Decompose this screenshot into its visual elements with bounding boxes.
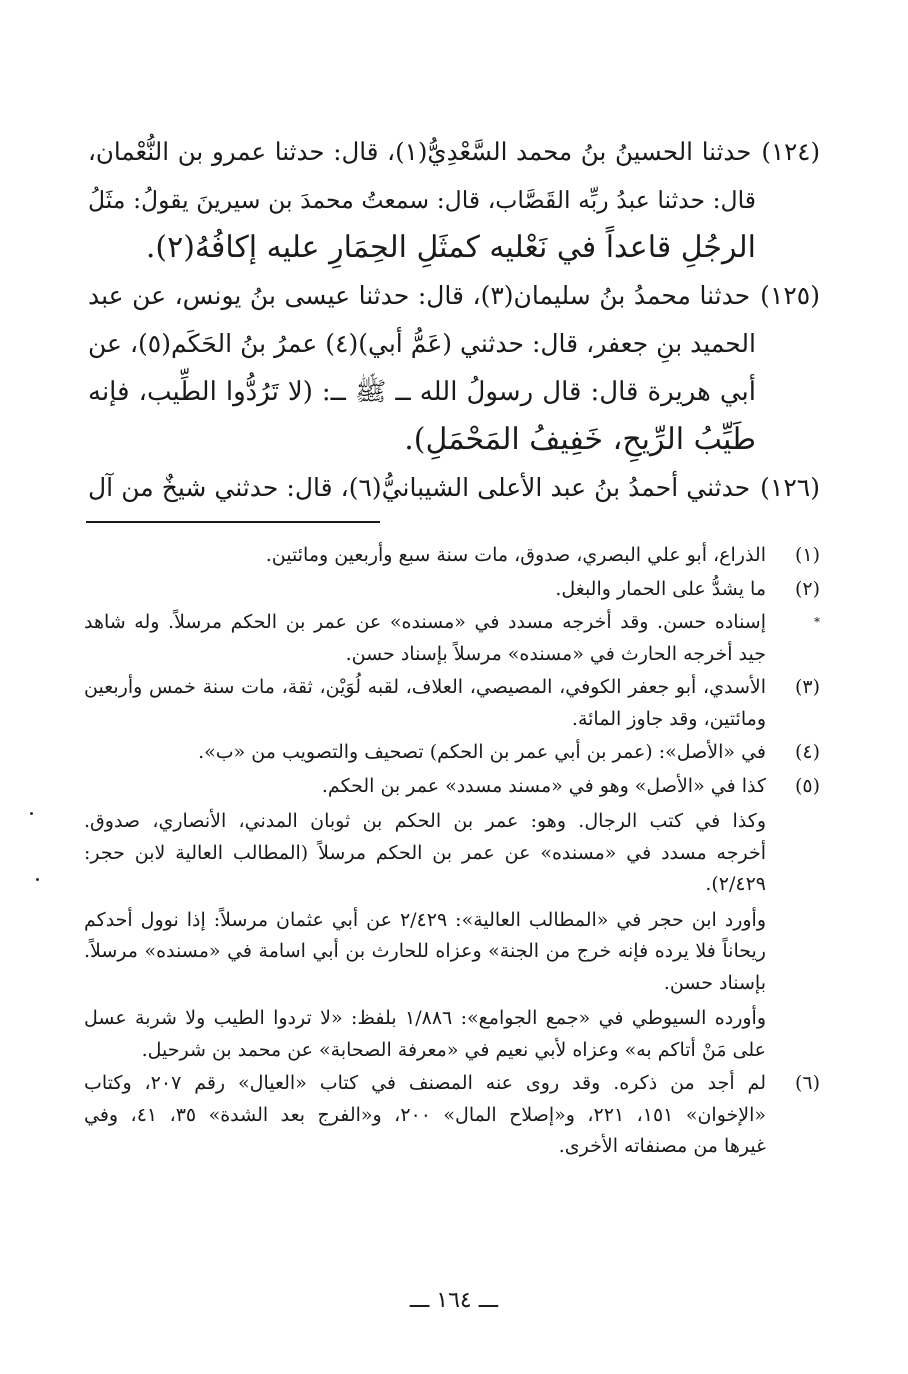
footnote-line: وأورد ابن حجر في «المطالب العالية»: ٢/٤٢٩ عن أبي عثمان مرسلاً: إذا نوول أحدكم bbox=[84, 908, 767, 931]
footnote-line: على مَنْ أتاكم به» وعزاه لأبي نعيم في «معرفة الصحابة» عن محمد بن شرحيل. bbox=[141, 1038, 766, 1061]
footnote-body bbox=[84, 607, 766, 670]
footnote-marker: (٥) bbox=[794, 774, 820, 797]
footnote-marker: (٢) bbox=[794, 577, 820, 600]
footnote-marker: (٤) bbox=[794, 741, 820, 763]
footnote-body bbox=[84, 771, 766, 1067]
footnote-line: وكذا في كتب الرجال. وهو: عمر بن الحكم بن ثوبان المدني، الأنصاري، صدوق. bbox=[84, 810, 766, 832]
hadith-number: (١٢٥) bbox=[760, 281, 820, 310]
hadith-126-line-1: (١٢٦)حدثني أحمدُ بنُ عبد الأعلى الشيبانيُّ(٦)، قال: حدثني شيخٌ من آل bbox=[88, 473, 820, 502]
footnote-line: ومائتين، وقد جاوز المائة. bbox=[571, 707, 766, 730]
footnote-body bbox=[84, 737, 766, 769]
footnote-line: ٢/٤٢٩). bbox=[705, 873, 766, 895]
scan-speck bbox=[30, 812, 33, 815]
footnote-line: جيد أخرجه الحارث في «مسنده» مرسلاً بإسناد حسن. bbox=[345, 642, 766, 665]
page-number: ـــ ١٦٤ ـــ bbox=[409, 1288, 499, 1313]
hadith-125-line-1: (١٢٥)حدثنا محمدُ بنُ سليمان(٣)، قال: حدثنا عيسى بنُ يونس، عن عبد bbox=[88, 281, 820, 310]
footnote-line: أخرجه مسدد في «مسنده» عن عمر بن الحكم مرسلاً (المطالب العالية لابن حجر: bbox=[84, 841, 766, 864]
hadith-number: (١٢٦) bbox=[760, 473, 820, 502]
footnote-body bbox=[84, 574, 766, 606]
footnote-line: الذراع، أبو علي البصري، صدوق، مات سنة سبع وأربعين ومائتين. bbox=[265, 544, 766, 566]
footnote-6 bbox=[84, 771, 820, 1067]
footnote-line: وأورده السيوطي في «جمع الجوامع»: ١/٨٨٦ بلفظ: «لا تردوا الطيب ولا شربة عسل bbox=[84, 1007, 766, 1029]
footnote-body bbox=[84, 1068, 766, 1163]
footnote-body bbox=[84, 540, 766, 572]
hadith-124-line-2: قال: حدثنا عبدُ ربِّه القَصَّاب، قال: سمعتُ محمدَ بن سيرينَ يقولُ: مثَلُ bbox=[88, 186, 756, 214]
footnote-5 bbox=[84, 737, 820, 769]
footnote-marker: (٣) bbox=[794, 676, 820, 698]
hadith-text bbox=[88, 128, 820, 512]
footnote-marker: (١) bbox=[794, 544, 820, 566]
footnote-line: في «الأصل»: (عمر بن أبي عمر بن الحكم) تصحيف والتصويب من «ب». bbox=[198, 741, 766, 763]
footnote-line: ريحاناً فلا يرده فإنه خرج من الجنة» وعزاه للحارث بن أبي اسامة في «مسنده» مرسلاً. bbox=[84, 940, 766, 962]
footnote-4 bbox=[84, 672, 820, 735]
footnote-body bbox=[84, 672, 766, 735]
hadith-124-line-1: (١٢٤)حدثنا الحسينُ بنُ محمد السَّعْدِيُّ(١)، قال: حدثنا عمرو بن النُّعْمان، bbox=[88, 137, 821, 166]
scan-speck bbox=[36, 878, 39, 881]
footnote-line: غيرها من مصنفاته الأخرى. bbox=[558, 1135, 766, 1157]
hadith-125-line-4: طَيِّبُ الرِّيحِ، خَفِيفُ المَحْمَلِ). bbox=[404, 422, 756, 457]
footnote-3 bbox=[84, 607, 820, 670]
hadith-125-line-3: أبي هريرة قال: قال رسولُ الله ــ ﷺ ــ: (لا تَرُدُّوا الطِّيب، فإنه bbox=[88, 377, 756, 407]
footnote-line: كذا في «الأصل» وهو في «مسند مسدد» عمر بن الحكم. bbox=[321, 774, 766, 797]
hadith-number: (١٢٤) bbox=[761, 137, 821, 166]
footnote-line: الأسدي، أبو جعفر الكوفي، المصيصي، العلاف، لقبه لُوَيْن، ثقة، مات سنة خمس وأربعين bbox=[84, 676, 766, 698]
footnote-marker: (٦) bbox=[794, 1072, 820, 1094]
footnote-line: «الإخوان» ١٥١، ٢٢١، و«إصلاح المال» ٢٠٠، و«الفرج بعد الشدة» ٣٥، ٤١، وفي bbox=[84, 1103, 766, 1126]
footnote-7 bbox=[84, 1068, 820, 1163]
hadith-124-line-3: الرجُلِ قاعداً في نَعْليه كمثَلِ الحِمَارِ عليه إكافُهُ(٢). bbox=[145, 230, 756, 265]
footnote-marker: * bbox=[814, 615, 820, 629]
footnote-separator bbox=[86, 521, 380, 523]
footnote-line: ما يشدُّ على الحمار والبغل. bbox=[555, 577, 766, 600]
hadith-125-line-2: الحميد بنِ جعفر، قال: حدثني (عَمُّ أبي)(٤) عمرُ بنُ الحَكَم(٥)، عن bbox=[88, 329, 756, 358]
footnotes bbox=[84, 540, 820, 1165]
footnote-1 bbox=[84, 540, 820, 572]
footnote-line: بإسناد حسن. bbox=[663, 971, 766, 994]
footnote-2 bbox=[84, 574, 820, 606]
footnote-line: لم أجد من ذكره. وقد روى عنه المصنف في كتاب «العيال» رقم ٢٠٧، وكتاب bbox=[84, 1072, 766, 1094]
footnote-line: إسناده حسن. وقد أخرجه مسدد في «مسنده» عن عمر بن الحكم مرسلاً. وله شاهد bbox=[84, 611, 766, 633]
